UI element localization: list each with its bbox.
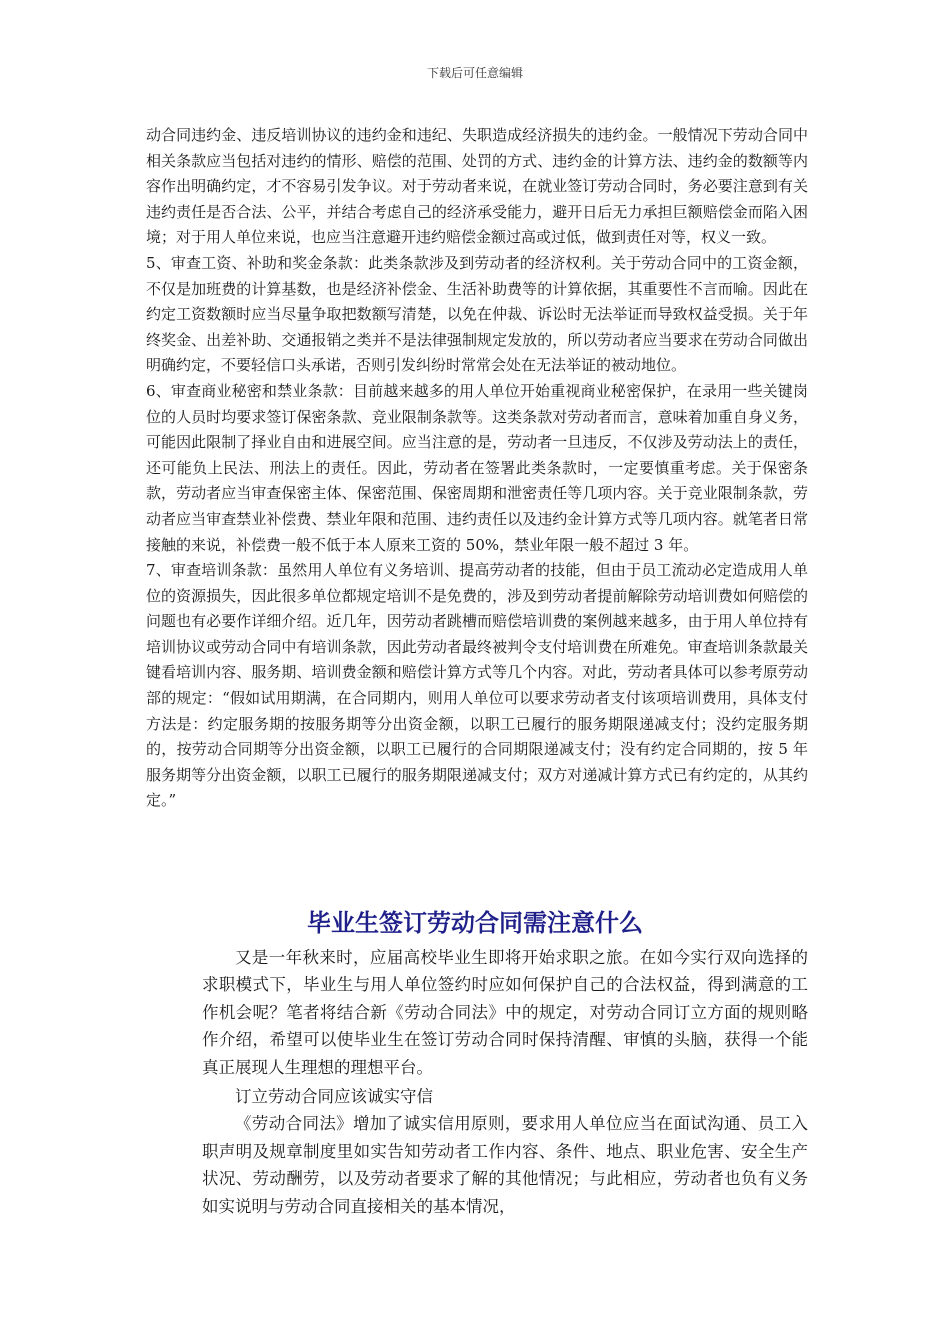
article-paragraph: 《劳动合同法》增加了诚实信用原则，要求用人单位应当在面试沟通、员工入职声明及规章制度里如实告知劳动者工作内容、条件、地点、职业危害、安全生产状况、劳动酬劳，以及劳动者要求了解的其他情况；与此相应，劳动者也负有义务如实说明与劳动合同直接相关的基本情况， <box>202 1114 808 1216</box>
paragraph-secrecy-clause: 6、审查商业秘密和禁业条款：目前越来越多的用人单位开始重视商业秘密保护，在录用一些关键岗位的人员时均要求签订保密条款、竞业限制条款等。这类条款对劳动者而言，意味着加重自身义务，可能因此限制了择业自由和进展空间。应当注意的是，劳动者一旦违反，不仅涉及劳动法上的责任，还可能负上民法、刑法上的责任。因此，劳动者在签署此类条款时，一定要慎重考虑。关于保密条款，劳动者应当审查保密主体、保密范围、保密周期和泄密责任等几项内容。关于竞业限制条款，劳动者应当审查禁业补偿费、禁业年限和范围、违约责任以及违约金计算方式等几项内容。就笔者日常接触的来说，补偿费一般不低于本人原来工资的 50%，禁业年限一般不超过 3 年。 <box>146 381 808 554</box>
article-subheading: 订立劳动合同应该诚实守信 <box>235 1087 433 1107</box>
paragraph-penalty: 动合同违约金、违反培训协议的违约金和违纪、失职造成经济损失的违约金。一般情况下劳动合同中相关条款应当包括对违约的情形、赔偿的范围、处罚的方式、违约金的计算方法、违约金的数额等内容作出明确约定，才不容易引发争议。对于劳动者来说，在就业签订劳动合同时，务必要注意到有关违约责任是否合法、公平，并结合考虑自己的经济承受能力，避开日后无力承担巨额赔偿金而陷入困境；对于用人单位来说，也应当注意避开违约赔偿金额过高或过低，做到责任对等，权义一致。 <box>146 126 808 247</box>
article-title: 毕业生签订劳动合同需注意什么 <box>307 909 643 937</box>
paragraph-wage-clause: 5、审查工资、补助和奖金条款：此类条款涉及到劳动者的经济权利。关于劳动合同中的工资金额，不仅是加班费的计算基数，也是经济补偿金、生活补助费等的计算依据，其重要性不言而喻。因此在约定工资数额时应当尽量争取把数额写清楚，以免在仲裁、诉讼时无法举证而导致权益受损。关于年终奖金、出差补助、交通报销之类并不是法律强制规定发放的，所以劳动者应当要求在劳动合同做出明确约定，不要轻信口头承诺，否则引发纠纷时常常会处在无法举证的被动地位。 <box>146 253 808 375</box>
article-intro: 又是一年秋来时，应届高校毕业生即将开始求职之旅。在如今实行双向选择的求职模式下，毕业生与用人单位签约时应如何保护自己的合法权益，得到满意的工作机会呢？笔者将结合新《劳动合同法》中的规定，对劳动合同订立方面的规则略作介绍，希望可以使毕业生在签订劳动合同时保持清醒、审慎的头脑，获得一个能真正展现人生理想的理想平台。 <box>202 948 808 1077</box>
paragraph-training-clause: 7、审查培训条款：虽然用人单位有义务培训、提高劳动者的技能，但由于员工流动必定造成用人单位的资源损失，因此很多单位都规定培训不是免费的，涉及到劳动者提前解除劳动培训费如何赔偿的问题也有必要作详细介绍。近几年，因劳动者跳槽而赔偿培训费的案例越来越多，由于用人单位持有培训协议或劳动合同中有培训条款，因此劳动者最终被判令支付培训费在所难免。审查培训条款最关键看培训内容、服务期、培训费金额和赔偿计算方式等几个内容。对此，劳动者具体可以参考原劳动部的规定：“假如试用期满，在合同期内，则用人单位可以要求劳动者支付该项培训费用，具体支付方法是：约定服务期的按服务期等分出资金额，以职工已履行的服务期限递减支付；没约定服务期的，按劳动合同期等分出资金额，以职工已履行的合同期限递减支付；没有约定合同期的，按 5 年服务期等分出资金额，以职工已履行的服务期限递减支付；双方对递减计算方式已有约定的，从其约定。” <box>146 561 808 810</box>
article-body <box>202 944 808 1220</box>
contract-clauses-section <box>146 123 808 814</box>
page-header: 下载后可任意编辑 <box>426 66 523 80</box>
